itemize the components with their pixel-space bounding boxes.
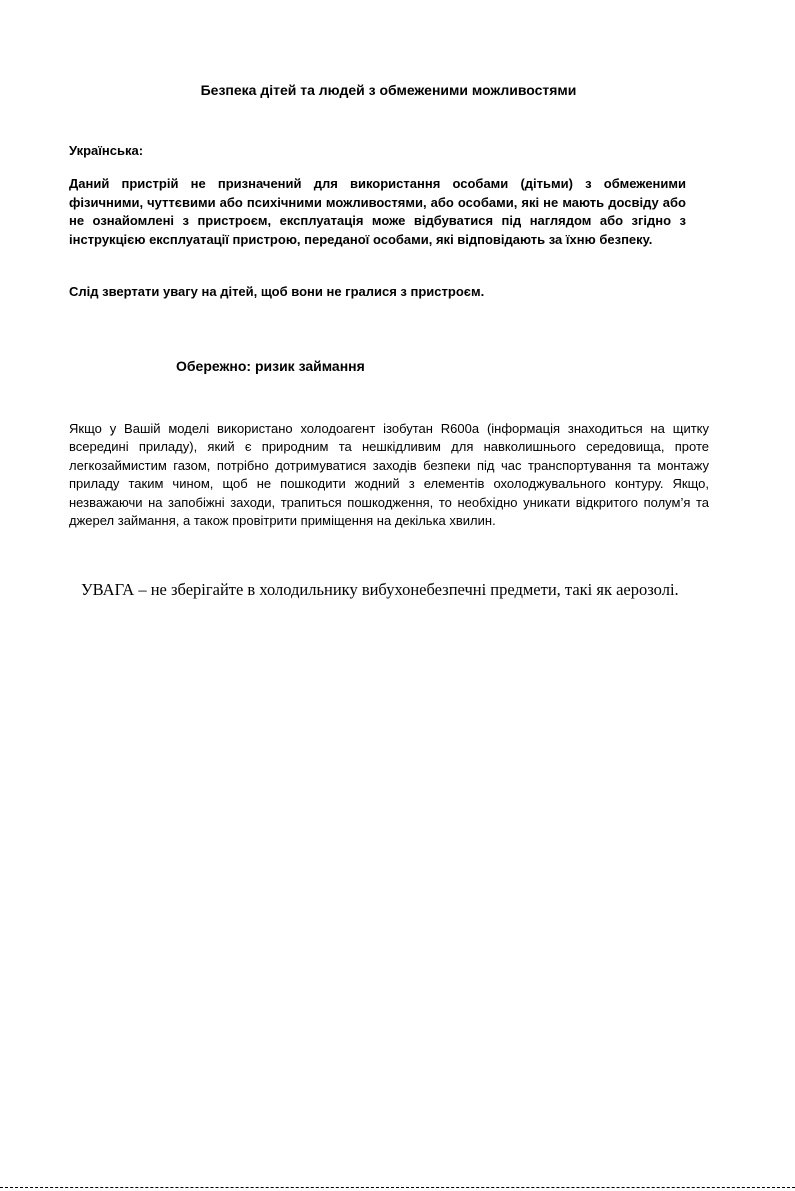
heading-safety-text: Безпека дітей та людей з обмеженими можливостями <box>200 82 577 98</box>
language-label: Українська: <box>69 143 144 158</box>
fire-risk-paragraph: Якщо у Вашій моделі використано холодоагент ізобутан R600a (інформація знаходиться на щитку всередині приладу), який є природним та нешкідливим для навколишнього середовища, проте легкозаймистим газом, потрібно дотримуватися заходів безпеки під час транспортування та монтажу приладу таким чином, щоб не пошкодити жодний з елементів охолоджувального контуру. Якщо, незважаючи на запобіжні заходи, трапиться пошкодження, то необхідно уникати відкритого полум’я та джерел займання, а також провітрити приміщення на декілька хвилин. <box>69 421 709 529</box>
page-bottom-rule <box>0 1187 795 1188</box>
warning-line: УВАГА – не зберігайте в холодильнику вибухонебезпечні предмети, такі як аерозолі. <box>81 580 679 599</box>
heading-fire-risk: Обережно: ризик займання <box>176 358 365 374</box>
children-notice: Слід звертати увагу на дітей, щоб вони не гралися з пристроєм. <box>69 284 485 299</box>
safety-paragraph: Даний пристрій не призначений для використання особами (дітьми) з обмеженими фізичними, чуттєвими або психічними можливостями, або особами, які не мають досвіду або не ознайомлені з пристроєм, експлуатація може відбуватися під наглядом або згідно з інструкцією експлуатації пристрою, переданої особами, які відповідають за їхню безпеку. <box>69 176 686 247</box>
heading-safety <box>0 80 795 100</box>
